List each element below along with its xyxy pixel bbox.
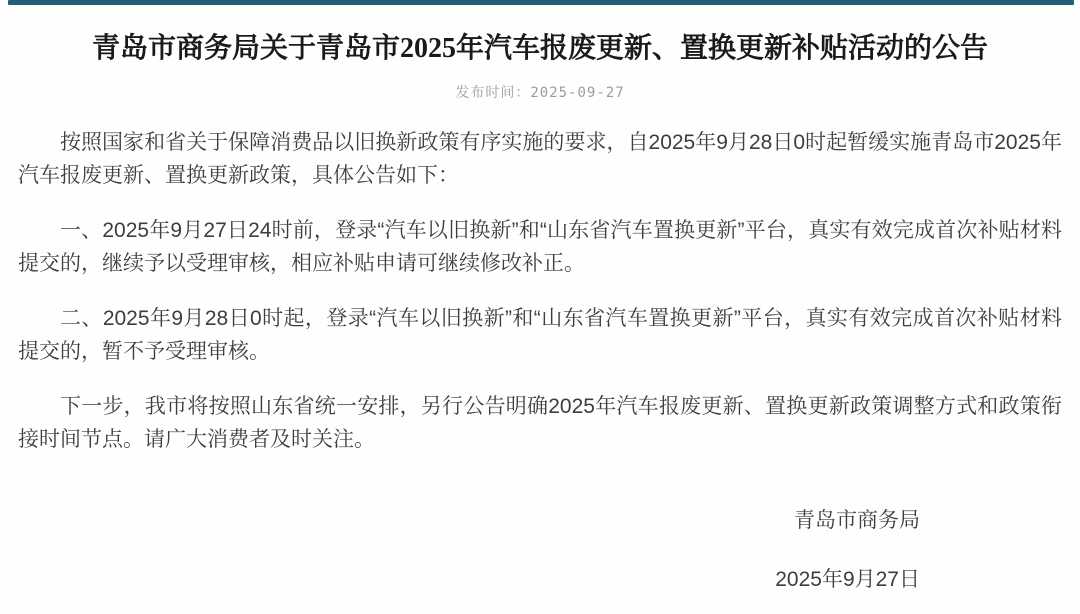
paragraph-intro: 按照国家和省关于保障消费品以旧换新政策有序实施的要求，自2025年9月28日0时起暂缓实施青岛市2025年汽车报废更新、置换更新政策，具体公告如下： bbox=[18, 131, 1062, 187]
paragraph-next-steps: 下一步，我市将按照山东省统一安排，另行公告明确2025年汽车报废更新、置换更新政策调整方式和政策衔接时间节点。请广大消费者及时关注。 bbox=[18, 395, 1062, 451]
signature-date: 2025年9月27日 bbox=[775, 568, 920, 591]
paragraph-item-1: 一、2025年9月27日24时前，登录“汽车以旧换新”和“山东省汽车置换更新”平台，真实有效完成首次补贴材料提交的，继续予以受理审核，相应补贴申请可继续修改补正。 bbox=[18, 219, 1062, 275]
signature-block bbox=[0, 504, 1080, 596]
top-accent-bar bbox=[8, 0, 1074, 5]
publish-time: 发布时间：2025-09-27 bbox=[455, 85, 625, 101]
page-title: 青岛市商务局关于青岛市2025年汽车报废更新、置换更新补贴活动的公告 bbox=[91, 33, 988, 64]
paragraph-item-2: 二、2025年9月28日0时起，登录“汽车以旧换新”和“山东省汽车置换更新”平台，真实有效完成首次补贴材料提交的，暂不予受理审核。 bbox=[18, 307, 1062, 363]
announcement-body bbox=[0, 126, 1080, 456]
signature-org: 青岛市商务局 bbox=[794, 509, 920, 532]
